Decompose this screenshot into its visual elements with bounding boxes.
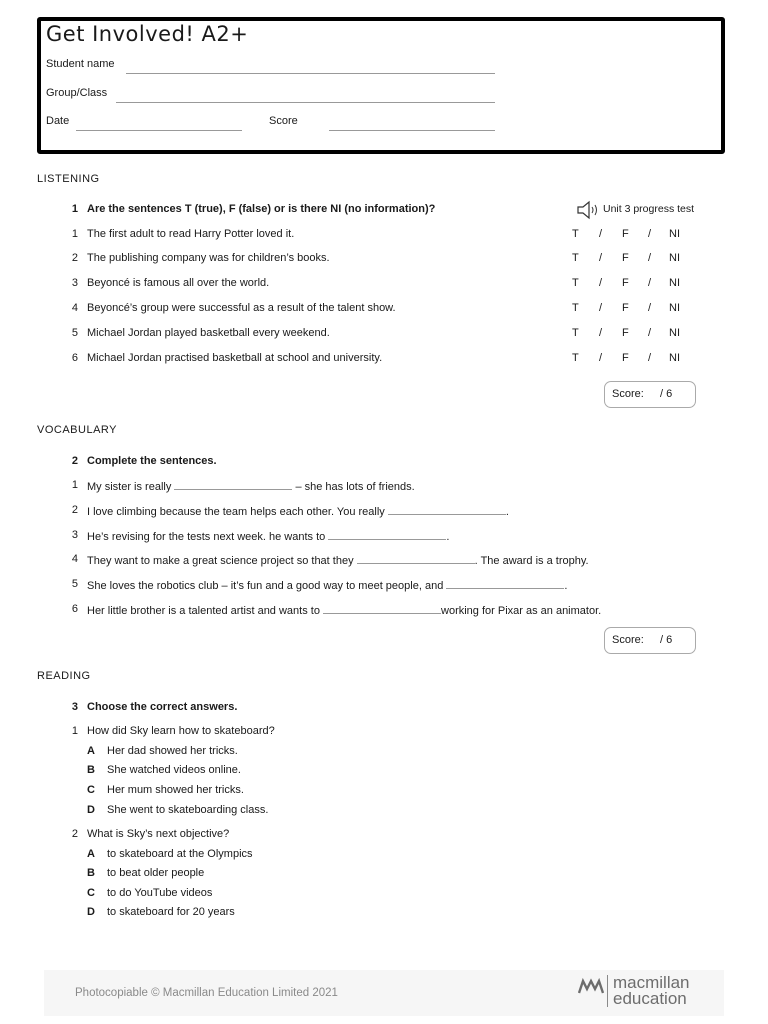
exercise-instruction: Choose the correct answers. [87,701,238,713]
sentence-end: . [564,580,568,592]
option-separator: / [599,302,603,314]
option-t[interactable]: T [572,302,579,314]
macmillan-logo-icon [578,977,604,998]
question-text: How did Sky learn how to skateboard? [87,725,275,737]
option-t[interactable]: T [572,252,579,264]
item-number: 2 [71,504,78,516]
section-title-reading: READING [37,670,91,682]
section-title-vocabulary: VOCABULARY [37,424,117,436]
option-ni[interactable]: NI [669,252,680,264]
sentence-start: Her little brother is a talented artist and wants to [87,605,320,617]
item-number: 3 [71,277,78,289]
option-separator: / [599,252,603,264]
item-number: 6 [71,352,78,364]
option-f[interactable]: F [622,302,629,314]
answer-blank[interactable] [357,553,475,564]
option-t[interactable]: T [572,352,579,364]
sentence-start: My sister is really [87,481,172,493]
statement-text: The first adult to read Harry Potter loved it. [87,228,295,240]
sentence-start: They want to make a great science project so that they [87,555,354,567]
option-separator: / [648,352,652,364]
exercise-number: 2 [71,455,78,467]
group-class-label: Group/Class [46,87,108,99]
answer-blank[interactable] [388,504,506,515]
score-box-label: Score: [612,388,644,400]
option-letter: A [87,745,95,757]
option-letter: A [87,848,95,860]
option-text: Her mum showed her tricks. [107,784,244,796]
sentence [87,529,449,543]
score-box-vocabulary [604,627,696,654]
option-ni[interactable]: NI [669,228,680,240]
option-text: to skateboard at the Olympics [107,848,253,860]
section-title-listening: LISTENING [37,173,100,185]
statement-text: Michael Jordan played basketball every weekend. [87,327,330,339]
option-t[interactable]: T [572,327,579,339]
option-separator: / [599,277,603,289]
sentence [87,603,601,617]
exercise-instruction: Complete the sentences. [87,455,217,467]
score-label: Score [269,115,298,127]
option-f[interactable]: F [622,228,629,240]
answer-blank[interactable] [328,529,446,540]
score-box-listening [604,381,696,408]
sentence [87,553,589,567]
item-number: 5 [71,578,78,590]
option-ni[interactable]: NI [669,352,680,364]
statement-text: Beyoncé is famous all over the world. [87,277,270,289]
exercise-instruction: Are the sentences T (true), F (false) or is there NI (no information)? [87,203,436,215]
date-label: Date [46,115,70,127]
option-f[interactable]: F [622,252,629,264]
sentence-end: . [505,506,509,518]
option-text: She watched videos online. [107,764,241,776]
group-class-field[interactable] [116,102,495,103]
question-text: What is Sky’s next objective? [87,828,230,840]
option-f[interactable]: F [622,352,629,364]
option-letter: C [87,887,95,899]
speaker-icon[interactable] [576,200,602,223]
score-box-label: Score: [612,634,644,646]
item-number: 4 [71,302,78,314]
option-separator: / [599,352,603,364]
sentence [87,479,415,493]
option-text: She went to skateboarding class. [107,804,269,816]
statement-text: Michael Jordan practised basketball at school and university. [87,352,383,364]
option-t[interactable]: T [572,277,579,289]
statement-text: The publishing company was for children’s books. [87,252,330,264]
item-number: 1 [71,228,78,240]
option-ni[interactable]: NI [669,327,680,339]
option-letter: B [87,764,95,776]
option-separator: / [648,327,652,339]
option-separator: / [648,277,652,289]
item-number: 2 [71,252,78,264]
option-letter: C [87,784,95,796]
option-text: to skateboard for 20 years [107,906,235,918]
item-number: 3 [71,529,78,541]
option-text: to beat older people [107,867,205,879]
option-separator: / [648,228,652,240]
option-text: Her dad showed her tricks. [107,745,238,757]
sentence-start: She loves the robotics club – it’s fun and a good way to meet people, and [87,580,444,592]
option-f[interactable]: F [622,277,629,289]
item-number: 6 [71,603,78,615]
option-separator: / [648,252,652,264]
sentence-start: I love climbing because the team helps each other. You really [87,506,385,518]
option-separator: / [599,327,603,339]
answer-blank[interactable] [323,603,441,614]
answer-blank[interactable] [174,479,292,490]
item-number: 5 [71,327,78,339]
logo-divider [607,975,608,1007]
option-separator: / [599,228,603,240]
sentence [87,504,509,518]
score-box-total: / 6 [660,634,673,646]
score-field[interactable] [329,130,495,131]
student-name-field[interactable] [126,73,495,74]
answer-blank[interactable] [446,578,564,589]
option-separator: / [648,302,652,314]
statement-text: Beyoncé’s group were successful as a result of the talent show. [87,302,396,314]
option-t[interactable]: T [572,228,579,240]
audio-track-label: Unit 3 progress test [603,203,695,215]
student-name-label: Student name [46,58,115,70]
option-letter: D [87,804,95,816]
item-number: 1 [71,479,78,491]
option-ni[interactable]: NI [669,302,680,314]
date-field[interactable] [76,130,242,131]
option-f[interactable]: F [622,327,629,339]
option-letter: B [87,867,95,879]
sentence-end: working for Pixar as an animator. [441,605,602,617]
question-number: 1 [71,725,78,737]
brand-line-2: education [613,989,687,1008]
sentence-end: . The award is a trophy. [474,555,589,567]
option-letter: D [87,906,95,918]
copyright-notice: Photocopiable © Macmillan Education Limited 2021 [75,987,338,999]
exercise-number: 3 [71,701,78,713]
exercise-number: 1 [71,203,78,215]
sentence-end: . [446,531,450,543]
item-number: 4 [71,553,78,565]
sentence-start: He’s revising for the tests next week. he wants to [87,531,326,543]
option-text: to do YouTube videos [107,887,213,899]
brand-line-1: macmillan [613,973,690,992]
sentence-end: – she has lots of friends. [295,481,415,493]
question-number: 2 [71,828,78,840]
sentence [87,578,567,592]
option-ni[interactable]: NI [669,277,680,289]
score-box-total: / 6 [660,388,673,400]
page-title: Get Involved! A2+ [46,22,249,46]
